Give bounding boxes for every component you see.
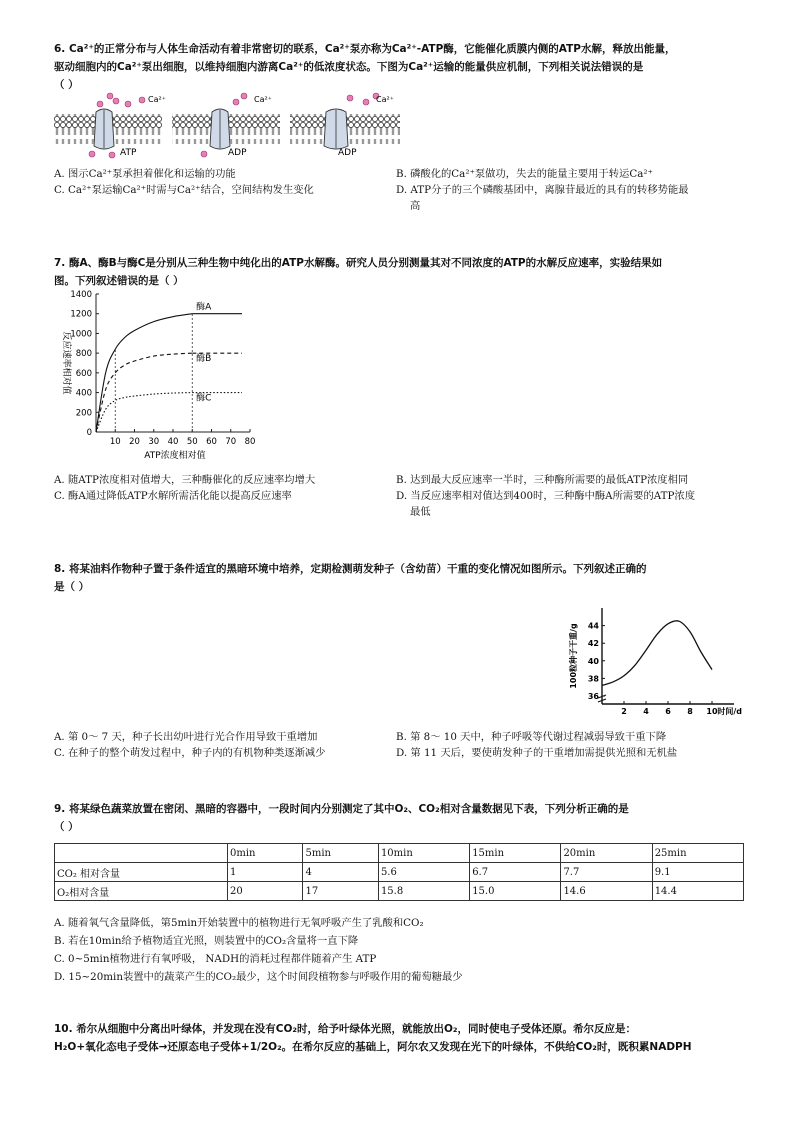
q7-option-c[interactable]: C. 酶A通过降低ATP水解所需活化能以提高反应速率 <box>54 490 292 502</box>
q9-option-c[interactable]: C. 0~5min植物进行有氧呼吸， NADH的消耗过程都伴随着产生 ATP <box>54 953 377 965</box>
q6-label-ca3: Ca²⁺ <box>376 95 394 104</box>
table-header-cell: 0min <box>228 844 303 863</box>
q6-stem-line1: 6. Ca²⁺的正常分布与人体生命活动有着非常密切的联系，Ca²⁺泵亦称为Ca²⁺-ATP酶，它能催化质膜内侧的ATP水解，释放出能量， <box>54 43 676 55</box>
table-cell: 6.7 <box>470 863 561 882</box>
x-tick-label: 60 <box>206 437 217 447</box>
q6-stem-line3: （ ） <box>54 79 79 91</box>
q7-option-d-line2: 最低 <box>410 506 431 518</box>
q10-stem <box>54 1020 744 1056</box>
q6-label-ca2: Ca²⁺ <box>254 95 272 104</box>
x-tick-label: 40 <box>167 437 179 447</box>
q6-option-d-line1[interactable]: D. ATP分子的三个磷酸基团中，离腺苷最近的具有的转移势能最 <box>396 184 689 196</box>
table-cell: 9.1 <box>652 863 743 882</box>
q8-option-a[interactable]: A. 第 0～ 7 天，种子长出幼叶进行光合作用导致干重增加 <box>54 731 318 743</box>
table-header-cell: 10min <box>378 844 469 863</box>
q9-data-table <box>54 843 744 901</box>
x-tick-label: 30 <box>148 437 160 447</box>
y-axis-title: 反应速率相对值 <box>61 331 71 395</box>
q6-label-adp1: ADP <box>228 148 247 158</box>
y-tick-label: 400 <box>75 388 92 399</box>
table-cell: 1 <box>228 863 303 882</box>
membrane-panel-3 <box>290 109 400 149</box>
y-tick-label: 1400 <box>70 290 92 300</box>
q7-option-a[interactable]: A. 随ATP浓度相对值增大，三种酶催化的反应速率均增大 <box>54 474 316 486</box>
table-cell: 14.4 <box>652 882 743 901</box>
q8-option-c[interactable]: C. 在种子的整个萌发过程中，种子内的有机物种类逐渐减少 <box>54 747 326 759</box>
q6-option-b[interactable]: B. 磷酸化的Ca²⁺泵做功，失去的能量主要用于转运Ca²⁺ <box>396 168 653 180</box>
q10-stem-line1: 10. 希尔从细胞中分离出叶绿体，并发现在没有CO₂时，给予叶绿体光照，就能放出O₂，同时使电子受体还原。希尔反应是： <box>54 1023 637 1035</box>
q7-stem-line1: 7. 酶A、酶B与酶C是分别从三种生物中纯化出的ATP水解酶。研究人员分别测量其对不同浓度的ATP的水解反应速率，实验结果如 <box>54 257 663 269</box>
x-axis-title: ATP浓度相对值 <box>144 451 206 461</box>
q10-stem-line2: H₂O+氧化态电子受体→还原态电子受体+1/2O₂。在希尔反应的基础上，阿尔农又发现在光下的叶绿体，不供给CO₂时，既积累NADPH <box>54 1041 692 1053</box>
y-tick-label: 1000 <box>70 329 92 340</box>
table-cell: 5.6 <box>378 863 469 882</box>
table-row <box>55 882 744 901</box>
y-tick-label: 200 <box>75 408 92 419</box>
table-cell: CO₂ 相对含量 <box>55 863 228 882</box>
q8-option-d[interactable]: D. 第 11 天后，要使萌发种子的干重增加需提供光照和无机盐 <box>396 747 678 759</box>
table-cell: O₂相对含量 <box>55 882 228 901</box>
y-tick-label: 36 <box>587 692 599 701</box>
q6-stem-line2: 驱动细胞内的Ca²⁺泵出细胞，以维持细胞内游离Ca²⁺的低浓度状态。下图为Ca²⁺运输的能量供应机制，下列相关说法错误的是 <box>54 61 644 73</box>
q6-label-adp2: ADP <box>338 148 357 158</box>
y-tick-label: 800 <box>75 349 92 360</box>
y-tick-label: 38 <box>587 674 599 684</box>
q9-stem <box>54 800 744 836</box>
q6-label-ca1: Ca²⁺ <box>148 95 166 104</box>
q6-label-atp: ATP <box>120 148 137 158</box>
x-axis-title: 时间/d <box>717 707 742 716</box>
x-tick-label: 10 <box>109 437 121 447</box>
q6-option-c[interactable]: C. Ca²⁺泵运输Ca²⁺时需与Ca²⁺结合，空间结构发生变化 <box>54 184 314 196</box>
q8-option-b[interactable]: B. 第 8～ 10 天中，种子呼吸等代谢过程减弱导致干重下降 <box>396 731 667 743</box>
table-header-cell: 20min <box>561 844 652 863</box>
series-label-1: 酶A <box>196 302 212 313</box>
q8-seed-weight-chart <box>564 600 744 720</box>
x-tick-label: 2 <box>621 707 627 716</box>
table-cell: 7.7 <box>561 863 652 882</box>
q7-stem-line2: 图。下列叙述错误的是（ ） <box>54 275 184 287</box>
table-cell: 15.0 <box>470 882 561 901</box>
table-cell: 4 <box>303 863 378 882</box>
table-header-cell: 25min <box>652 844 743 863</box>
q7-enzyme-chart <box>54 288 264 464</box>
table-row <box>55 863 744 882</box>
q8-stem-line1: 8. 将某油料作物种子置于条件适宜的黑暗环境中培养，定期检测萌发种子（含幼苗）干重的变化情况如图所示。下列叙述正确的 <box>54 563 647 575</box>
q6-option-d-line2: 高 <box>410 200 421 212</box>
q6-membrane-figure <box>54 92 414 162</box>
y-tick-label: 0 <box>86 428 92 438</box>
q7-stem <box>54 254 744 290</box>
y-tick-label: 40 <box>587 656 599 666</box>
series-label-3: 酶C <box>196 393 212 404</box>
table-header-cell: 15min <box>470 844 561 863</box>
membrane-panel-2 <box>172 109 280 149</box>
x-tick-label: 50 <box>186 437 198 447</box>
q8-stem <box>54 560 744 596</box>
q6-stem <box>54 40 744 94</box>
series-line-2 <box>96 353 192 432</box>
series-label-2: 酶B <box>196 354 212 365</box>
q8-stem-line2: 是（ ） <box>54 581 90 593</box>
table-cell: 15.8 <box>378 882 469 901</box>
q9-option-a[interactable]: A. 随着氧气含量降低，第5min开始装置中的植物进行无氧呼吸产生了乳酸和CO₂ <box>54 917 424 929</box>
series-line-3 <box>96 393 192 432</box>
x-tick-label: 80 <box>244 437 256 447</box>
q9-stem-line1: 9. 将某绿色蔬菜放置在密闭、黑暗的容器中，一段时间内分别测定了其中O₂、CO₂相对含量数据见下表，下列分析正确的是 <box>54 803 629 815</box>
series-line-1 <box>96 314 192 432</box>
q9-option-b[interactable]: B. 若在10min给予植物适宜光照，则装置中的CO₂含量将一直下降 <box>54 935 359 947</box>
table-cell: 17 <box>303 882 378 901</box>
x-tick-label: 6 <box>665 707 671 716</box>
x-tick-label: 4 <box>643 707 649 716</box>
q9-option-d[interactable]: D. 15~20min装置中的蔬菜产生的CO₂最少，这个时间段植物参与呼吸作用的葡萄糖最少 <box>54 971 463 983</box>
table-cell: 20 <box>228 882 303 901</box>
y-tick-label: 600 <box>75 368 92 379</box>
table-header-cell: 5min <box>303 844 378 863</box>
y-tick-label: 44 <box>587 621 599 631</box>
q9-stem-line2: （ ） <box>54 821 79 833</box>
table-header-cell <box>55 844 228 863</box>
membrane-panel-1 <box>54 109 162 149</box>
x-tick-label: 70 <box>225 437 237 447</box>
y-axis-title: 100粒种子干重/g <box>569 623 578 689</box>
x-tick-label: 8 <box>687 707 693 716</box>
y-tick-label: 1200 <box>70 309 92 320</box>
y-tick-label: 42 <box>587 639 599 649</box>
q7-option-b[interactable]: B. 达到最大反应速率一半时，三种酶所需要的最低ATP浓度相同 <box>396 474 689 486</box>
q7-option-d-line1[interactable]: D. 当反应速率相对值达到400时，三种酶中酶A所需要的ATP浓度 <box>396 490 696 502</box>
x-tick-label: 20 <box>129 437 140 447</box>
q6-option-a[interactable]: A. 图示Ca²⁺泵承担着催化和运输的功能 <box>54 168 236 180</box>
table-cell: 14.6 <box>561 882 652 901</box>
table-header-row <box>55 844 744 863</box>
x-tick-label: 10 <box>706 707 718 716</box>
series-line-1 <box>602 621 712 686</box>
